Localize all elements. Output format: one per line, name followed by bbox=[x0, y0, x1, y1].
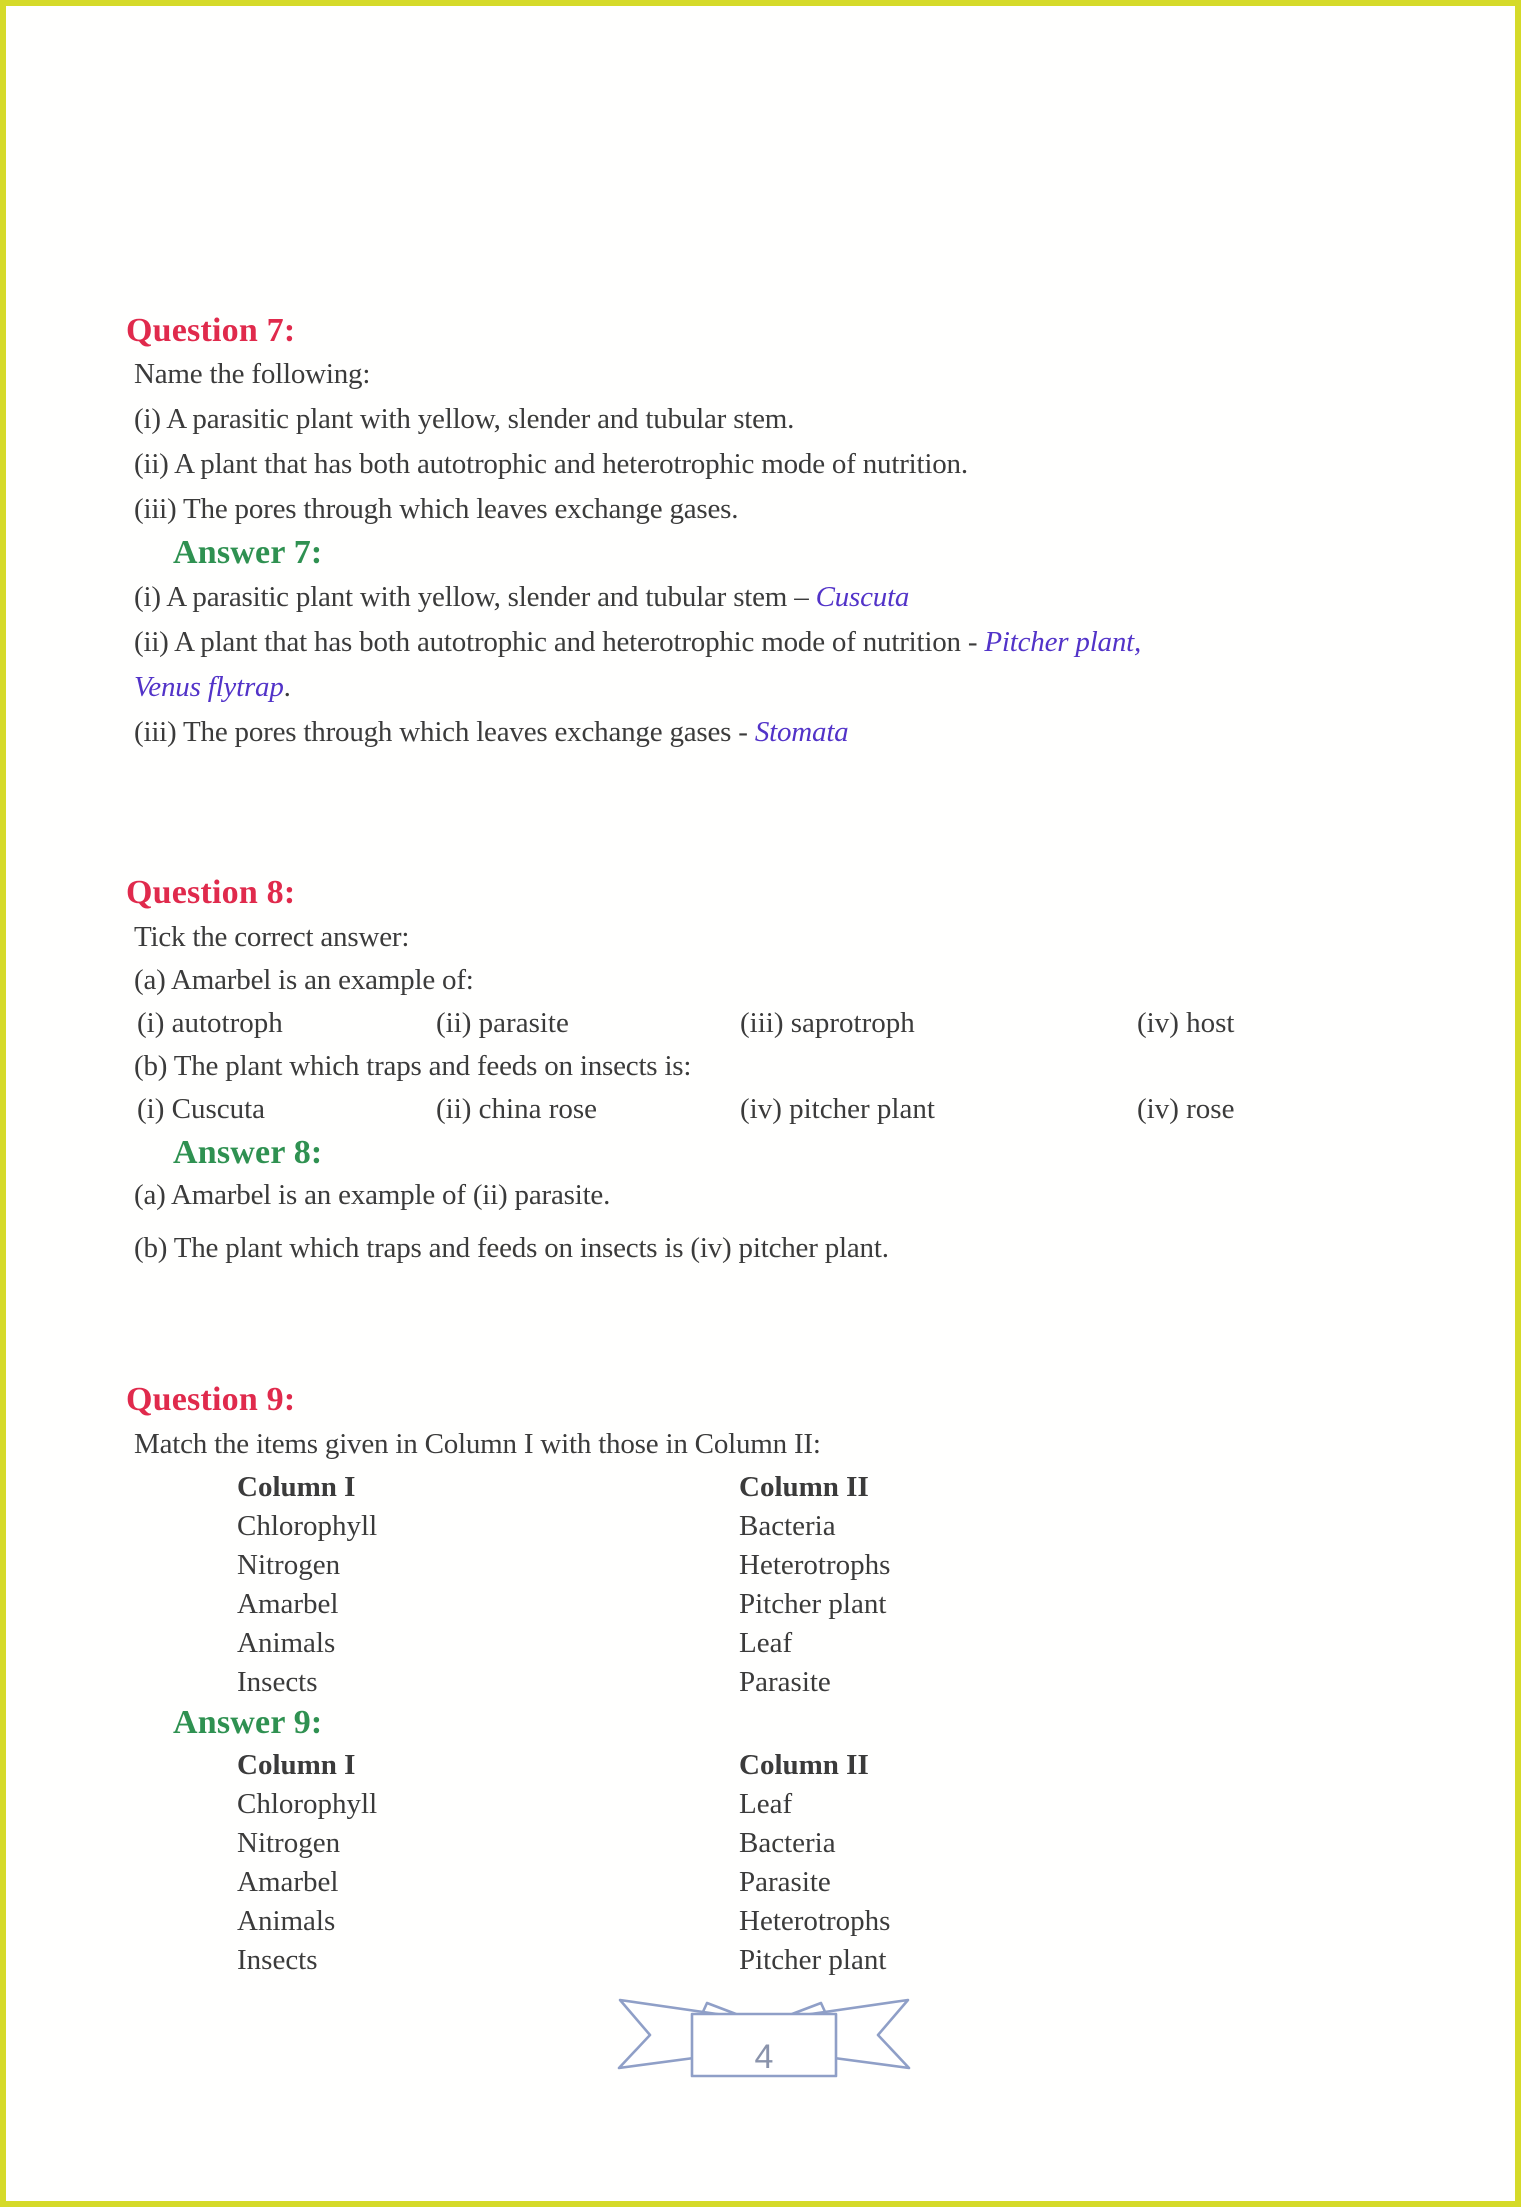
answer-7-line-1-text: (i) A parasitic plant with yellow, slender and tubular stem – bbox=[134, 581, 816, 613]
column-1-header: Column I bbox=[237, 1749, 356, 1781]
question-7-item-2: (ii) A plant that has both autotrophic and heterotrophic mode of nutrition. bbox=[134, 448, 968, 480]
match-cell: Heterotrophs bbox=[739, 1905, 891, 1937]
match-cell: Animals bbox=[237, 1627, 336, 1659]
match-cell: Chlorophyll bbox=[237, 1788, 378, 1820]
answer-8-b: (b) The plant which traps and feeds on insects is (iv) pitcher plant. bbox=[134, 1232, 889, 1264]
match-cell: Chlorophyll bbox=[237, 1510, 378, 1542]
answer-7-line-2-cont-suffix: . bbox=[283, 671, 291, 703]
answer-7-heading: Answer 7: bbox=[173, 534, 323, 571]
match-cell: Insects bbox=[237, 1944, 318, 1976]
option-b-ii: (ii) china rose bbox=[436, 1093, 598, 1125]
match-cell: Leaf bbox=[739, 1627, 793, 1659]
match-table-header-row bbox=[237, 1746, 1337, 1785]
column-2-header: Column II bbox=[739, 1471, 869, 1503]
question-8-part-a: (a) Amarbel is an example of: bbox=[134, 964, 474, 996]
column-1-header: Column I bbox=[237, 1471, 356, 1503]
question-8-intro: Tick the correct answer: bbox=[134, 921, 410, 953]
match-row bbox=[237, 1585, 1337, 1624]
question-8-options-a bbox=[137, 1007, 1497, 1043]
question-8-part-b: (b) The plant which traps and feeds on insects is: bbox=[134, 1050, 692, 1082]
answer-9-heading: Answer 9: bbox=[173, 1704, 323, 1741]
match-row bbox=[237, 1663, 1337, 1702]
answer-8-heading: Answer 8: bbox=[173, 1134, 323, 1171]
answer-9-match-table bbox=[237, 1746, 1337, 1980]
match-cell: Amarbel bbox=[237, 1866, 339, 1898]
match-cell: Nitrogen bbox=[237, 1549, 341, 1581]
match-table-header-row bbox=[237, 1468, 1337, 1507]
option-b-iii: (iv) pitcher plant bbox=[740, 1093, 935, 1125]
answer-8-a: (a) Amarbel is an example of (ii) parasite. bbox=[134, 1179, 611, 1211]
question-7-item-1: (i) A parasitic plant with yellow, slender and tubular stem. bbox=[134, 403, 795, 435]
question-8-heading: Question 8: bbox=[126, 874, 296, 911]
match-cell: Parasite bbox=[739, 1666, 831, 1698]
match-row bbox=[237, 1824, 1337, 1863]
match-cell: Animals bbox=[237, 1905, 336, 1937]
answer-7-line-1 bbox=[134, 581, 909, 614]
question-8-options-b bbox=[137, 1093, 1497, 1129]
question-9-intro: Match the items given in Column I with those in Column II: bbox=[134, 1428, 821, 1460]
question-7-heading: Question 7: bbox=[126, 312, 296, 349]
answer-7-line-3 bbox=[134, 716, 849, 749]
answer-7-line-2-cont-term: Venus flytrap bbox=[134, 671, 284, 703]
option-b-i: (i) Cuscuta bbox=[137, 1093, 266, 1125]
match-cell: Pitcher plant bbox=[739, 1588, 887, 1620]
match-row bbox=[237, 1902, 1337, 1941]
match-cell: Insects bbox=[237, 1666, 318, 1698]
match-row bbox=[237, 1546, 1337, 1585]
question-7-item-3: (iii) The pores through which leaves exchange gases. bbox=[134, 493, 739, 525]
match-cell: Leaf bbox=[739, 1788, 793, 1820]
question-9-heading: Question 9: bbox=[126, 1381, 296, 1418]
question-7-intro: Name the following: bbox=[134, 358, 371, 390]
answer-7-line-3-text: (iii) The pores through which leaves exchange gases - bbox=[134, 716, 755, 748]
match-cell: Bacteria bbox=[739, 1827, 836, 1859]
column-2-header: Column II bbox=[739, 1749, 869, 1781]
page-number: 4 bbox=[754, 2038, 774, 2076]
answer-7-line-2 bbox=[134, 626, 1141, 659]
match-cell: Nitrogen bbox=[237, 1827, 341, 1859]
match-cell: Pitcher plant bbox=[739, 1944, 887, 1976]
answer-7-line-2-continuation bbox=[134, 671, 291, 704]
match-row bbox=[237, 1941, 1337, 1980]
answer-7-line-1-term: Cuscuta bbox=[815, 581, 910, 613]
option-b-iv: (iv) rose bbox=[1137, 1093, 1235, 1125]
option-a-iii: (iii) saprotroph bbox=[740, 1007, 915, 1039]
answer-7-line-2-text: (ii) A plant that has both autotrophic and heterotrophic mode of nutrition - bbox=[134, 626, 985, 658]
answer-7-line-3-term: Stomata bbox=[754, 716, 849, 748]
match-row bbox=[237, 1624, 1337, 1663]
option-a-iv: (iv) host bbox=[1137, 1007, 1235, 1039]
match-cell: Parasite bbox=[739, 1866, 831, 1898]
question-9-match-table bbox=[237, 1468, 1337, 1702]
answer-7-line-2-term: Pitcher plant, bbox=[984, 626, 1142, 658]
match-row bbox=[237, 1785, 1337, 1824]
match-row bbox=[237, 1863, 1337, 1902]
match-cell: Bacteria bbox=[739, 1510, 836, 1542]
match-cell: Amarbel bbox=[237, 1588, 339, 1620]
match-cell: Heterotrophs bbox=[739, 1549, 891, 1581]
option-a-i: (i) autotroph bbox=[137, 1007, 283, 1039]
match-row bbox=[237, 1507, 1337, 1546]
option-a-ii: (ii) parasite bbox=[436, 1007, 569, 1039]
